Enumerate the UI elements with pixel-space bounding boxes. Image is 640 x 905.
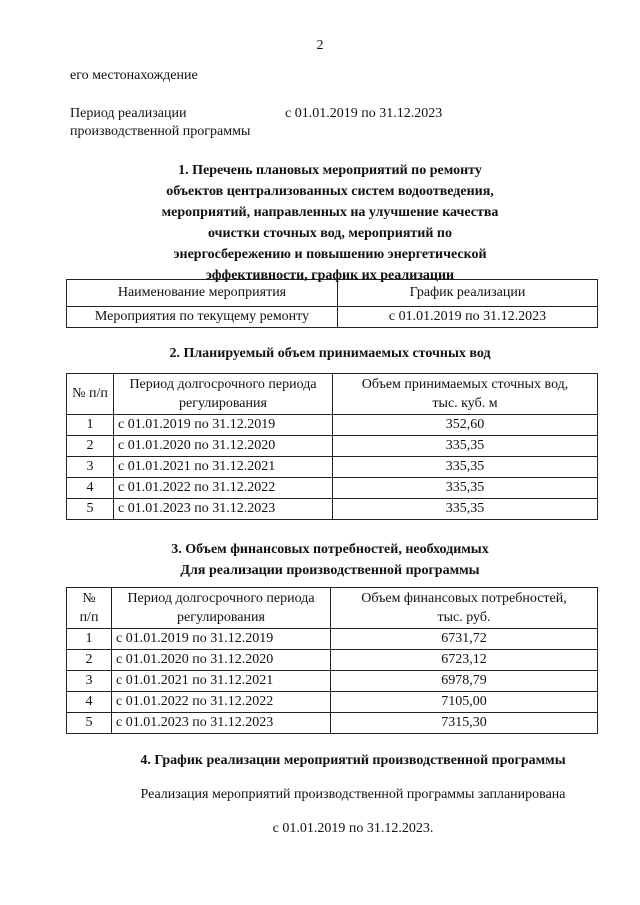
- row-value: 7105,00: [331, 692, 598, 713]
- row-value: 335,35: [333, 457, 598, 478]
- header-num-line2: п/п: [79, 610, 99, 625]
- period-label-line1: Период реализации: [70, 106, 187, 121]
- row-value: 6723,12: [331, 650, 598, 671]
- page-number: 2: [316, 38, 324, 53]
- table-row: [67, 671, 598, 692]
- table-header-row: [67, 374, 598, 415]
- section3-title: [0, 539, 640, 581]
- section1-title-line: мероприятий, направленных на улучшение качества: [161, 205, 499, 220]
- section4-title: 4. График реализации мероприятий производственной программы: [140, 753, 566, 768]
- row-value: 6731,72: [331, 629, 598, 650]
- header-num: № п/п: [67, 374, 114, 415]
- row-period: с 01.01.2023 по 31.12.2023: [114, 499, 333, 520]
- row-period: с 01.01.2021 по 31.12.2021: [114, 457, 333, 478]
- row-value: 335,35: [333, 436, 598, 457]
- row-value: 7315,30: [331, 713, 598, 734]
- table-row: [67, 478, 598, 499]
- section4-text-line2: с 01.01.2019 по 31.12.2023.: [272, 821, 434, 836]
- table-row: [67, 692, 598, 713]
- table-row: [67, 457, 598, 478]
- header-period-line1: Период долгосрочного периода: [129, 377, 317, 392]
- row-value: 6978,79: [331, 671, 598, 692]
- row-num: 2: [67, 436, 114, 457]
- section1-title: [0, 160, 640, 286]
- financial-needs-table: [66, 587, 598, 734]
- header-period-line1: Период долгосрочного периода: [127, 591, 315, 606]
- row-period: с 01.01.2019 по 31.12.2019: [112, 629, 331, 650]
- row-num: 3: [67, 671, 112, 692]
- header-financial-line2: тыс. руб.: [437, 610, 491, 625]
- row-num: 1: [67, 415, 114, 436]
- row-period: с 01.01.2022 по 31.12.2022: [112, 692, 331, 713]
- header-schedule: График реализации: [338, 280, 598, 307]
- period-value: с 01.01.2019 по 31.12.2023: [285, 106, 443, 121]
- activity-name-cell: Мероприятия по текущему ремонту: [67, 307, 338, 328]
- table-row: [67, 415, 598, 436]
- row-period: с 01.01.2023 по 31.12.2023: [112, 713, 331, 734]
- header-activity-name: Наименование мероприятия: [67, 280, 338, 307]
- row-period: с 01.01.2020 по 31.12.2020: [114, 436, 333, 457]
- table-header-row: [67, 588, 598, 629]
- table-row: [67, 629, 598, 650]
- row-period: с 01.01.2019 по 31.12.2019: [114, 415, 333, 436]
- row-period: с 01.01.2020 по 31.12.2020: [112, 650, 331, 671]
- section3-title-line2: Для реализации производственной программы: [180, 563, 480, 578]
- section2-title: 2. Планируемый объем принимаемых сточных вод: [169, 346, 491, 361]
- header-period-line2: регулирования: [179, 396, 267, 411]
- row-value: 335,35: [333, 499, 598, 520]
- header-num: [67, 588, 112, 629]
- activities-table: [66, 279, 598, 328]
- row-num: 3: [67, 457, 114, 478]
- activity-schedule-cell: с 01.01.2019 по 31.12.2023: [338, 307, 598, 328]
- row-period: с 01.01.2021 по 31.12.2021: [112, 671, 331, 692]
- section1-title-line: энергосбережению и повышению энергетической: [173, 247, 487, 262]
- row-num: 4: [67, 478, 114, 499]
- section1-title-line: эффективности, график их реализации: [205, 268, 455, 283]
- section1-title-line: очистки сточных вод, мероприятий по: [207, 226, 452, 241]
- header-financial-line1: Объем финансовых потребностей,: [361, 591, 567, 606]
- row-num: 4: [67, 692, 112, 713]
- row-period: с 01.01.2022 по 31.12.2022: [114, 478, 333, 499]
- table-row: [67, 713, 598, 734]
- section4-text-line1: Реализация мероприятий производственной программы запланирована: [140, 787, 566, 802]
- header-volume-line1: Объем принимаемых сточных вод,: [361, 377, 569, 392]
- table-row: [67, 650, 598, 671]
- header-period: [112, 588, 331, 629]
- row-num: 1: [67, 629, 112, 650]
- table-row: [67, 499, 598, 520]
- header-volume: [333, 374, 598, 415]
- row-num: 5: [67, 713, 112, 734]
- header-period: [114, 374, 333, 415]
- header-num-line1: №: [82, 591, 96, 606]
- table-row: [67, 307, 598, 328]
- header-volume-line2: тыс. куб. м: [432, 396, 498, 411]
- section1-title-line: объектов централизованных систем водоотведения,: [166, 184, 494, 199]
- row-num: 5: [67, 499, 114, 520]
- row-num: 2: [67, 650, 112, 671]
- section3-title-line1: 3. Объем финансовых потребностей, необходимых: [171, 542, 489, 557]
- period-label-line2: производственной программы: [70, 124, 251, 139]
- table-header-row: [67, 280, 598, 307]
- location-fragment: его местонахождение: [70, 68, 198, 83]
- table-row: [67, 436, 598, 457]
- section1-title-line: 1. Перечень плановых мероприятий по ремонту: [178, 163, 482, 178]
- row-value: 352,60: [333, 415, 598, 436]
- row-value: 335,35: [333, 478, 598, 499]
- header-financial: [331, 588, 598, 629]
- wastewater-volume-table: [66, 373, 598, 520]
- header-period-line2: регулирования: [177, 610, 265, 625]
